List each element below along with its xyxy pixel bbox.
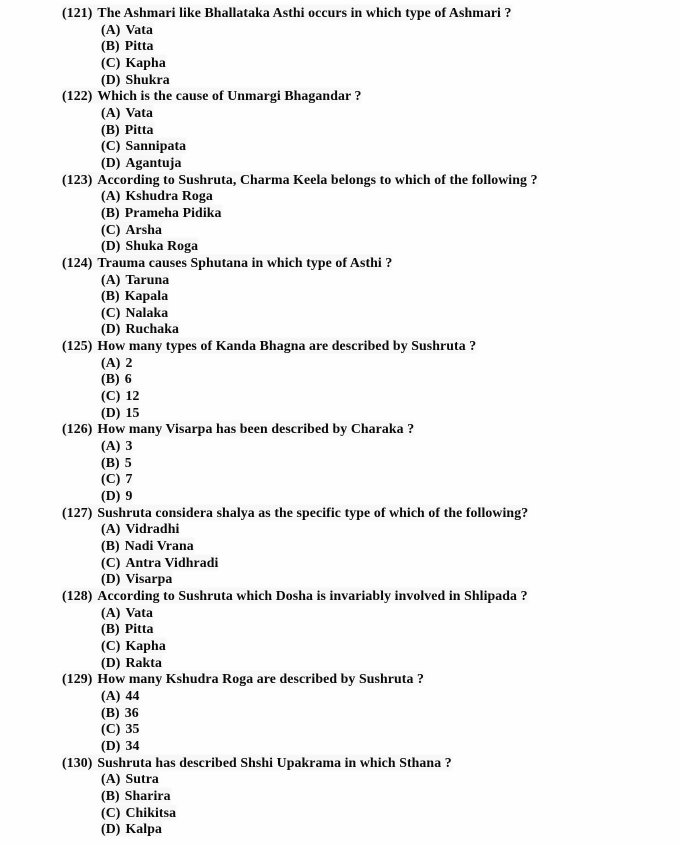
question-number: (125)	[62, 338, 93, 354]
option-label: (B)	[101, 621, 120, 637]
question-number: (121)	[62, 5, 93, 20]
option-line	[0, 355, 680, 372]
option-line	[0, 821, 680, 838]
option-line	[0, 621, 680, 638]
option-text: Sharira	[124, 787, 171, 803]
option-line	[0, 788, 680, 805]
option-text: 3	[125, 438, 133, 454]
question-number: (127)	[62, 504, 93, 520]
option-line	[0, 405, 680, 422]
option-label: (B)	[101, 538, 120, 553]
question-number: (129)	[62, 671, 93, 687]
question-block	[0, 338, 680, 421]
option-text: 9	[125, 488, 133, 504]
question-text: According to Sushruta, Charma Keela belongs to which of the following ?	[97, 171, 538, 187]
option-line	[0, 688, 680, 705]
question-text: The Ashmari like Bhallataka Asthi occurs in which type of Ashmari ?	[97, 5, 512, 20]
option-text: Kapala	[124, 288, 169, 304]
option-text: 35	[125, 721, 140, 737]
option-label: (C)	[101, 388, 121, 404]
option-line	[0, 188, 680, 205]
option-line	[0, 455, 680, 472]
option-line	[0, 805, 680, 822]
option-text: 15	[125, 404, 140, 420]
question-text: Sushruta considera shalya as the specific type of which of the following?	[97, 504, 529, 520]
option-line	[0, 488, 680, 505]
question-block	[0, 505, 680, 588]
option-text: 5	[124, 454, 132, 470]
option-text: Nalaka	[125, 304, 169, 320]
question-line	[0, 588, 680, 605]
option-text: Kapha	[125, 637, 166, 653]
option-text: Rakta	[125, 654, 162, 670]
option-line	[0, 388, 680, 405]
option-label: (B)	[101, 454, 120, 470]
option-text: Pitta	[124, 38, 154, 54]
option-text: Vata	[125, 104, 153, 120]
option-line	[0, 571, 680, 588]
question-block	[0, 755, 680, 838]
option-text: 36	[124, 704, 139, 720]
option-label: (D)	[101, 488, 121, 504]
question-block	[0, 255, 680, 338]
option-text: Vata	[125, 604, 153, 620]
question-line	[0, 755, 680, 772]
question-line	[0, 338, 680, 355]
question-text: Sushruta has described Shshi Upakrama in which Sthana ?	[97, 754, 452, 770]
question-line	[0, 255, 680, 272]
question-block	[0, 88, 680, 171]
option-label: (D)	[101, 571, 121, 587]
option-label: (D)	[101, 404, 121, 420]
option-line	[0, 705, 680, 722]
option-text: 44	[125, 687, 140, 703]
option-line	[0, 771, 680, 788]
option-line	[0, 155, 680, 172]
option-label: (D)	[101, 654, 121, 670]
option-text: Pitta	[124, 621, 154, 637]
question-line	[0, 671, 680, 688]
option-label: (C)	[101, 221, 121, 237]
option-text: Sannipata	[125, 138, 187, 154]
option-text: Arsha	[125, 221, 162, 237]
option-line	[0, 721, 680, 738]
option-label: (A)	[101, 104, 121, 120]
option-label: (A)	[101, 771, 121, 787]
question-number: (126)	[62, 421, 93, 437]
option-text: Visarpa	[125, 571, 173, 587]
option-label: (B)	[101, 704, 120, 720]
option-line	[0, 55, 680, 72]
question-line	[0, 88, 680, 105]
option-label: (C)	[101, 637, 121, 653]
question-number: (123)	[62, 171, 93, 187]
option-line	[0, 138, 680, 155]
option-label: (B)	[101, 288, 120, 304]
question-block	[0, 172, 680, 255]
option-line	[0, 738, 680, 755]
option-text: Vata	[125, 21, 153, 37]
question-block	[0, 588, 680, 671]
option-line	[0, 105, 680, 122]
question-number: (128)	[62, 587, 93, 603]
option-label: (D)	[101, 737, 121, 753]
option-line	[0, 321, 680, 338]
option-label: (C)	[101, 721, 121, 737]
option-line	[0, 471, 680, 488]
option-label: (D)	[101, 821, 121, 837]
option-text: Pitta	[124, 121, 154, 137]
option-line	[0, 22, 680, 39]
option-line	[0, 205, 680, 222]
option-label: (A)	[101, 687, 121, 703]
option-line	[0, 305, 680, 322]
option-text: Kalpa	[125, 821, 162, 837]
option-text: 34	[125, 737, 140, 753]
option-line	[0, 238, 680, 255]
option-text: Ruchaka	[125, 321, 180, 337]
question-line	[0, 505, 680, 522]
option-line	[0, 521, 680, 538]
option-text: 7	[125, 471, 133, 487]
option-label: (A)	[101, 188, 121, 204]
option-label: (D)	[101, 321, 121, 337]
question-number: (122)	[62, 88, 93, 104]
question-block	[0, 5, 680, 88]
question-text: How many Visarpa has been described by Charaka ?	[97, 421, 415, 437]
option-label: (C)	[101, 304, 121, 320]
option-line	[0, 605, 680, 622]
option-text: Kshudra Roga	[125, 188, 213, 204]
option-line	[0, 222, 680, 239]
option-line	[0, 555, 680, 572]
option-label: (B)	[101, 787, 120, 803]
option-label: (C)	[101, 471, 121, 487]
question-line	[0, 172, 680, 189]
question-text: How many types of Kanda Bhagna are described by Sushruta ?	[97, 338, 477, 354]
option-label: (A)	[101, 604, 121, 620]
option-line	[0, 288, 680, 305]
question-text: Which is the cause of Unmargi Bhagandar ?	[97, 88, 362, 104]
option-line	[0, 655, 680, 672]
option-text: Shuka Roga	[125, 238, 199, 254]
option-text: 6	[124, 371, 132, 387]
option-label: (D)	[101, 154, 121, 170]
option-line	[0, 438, 680, 455]
option-line	[0, 122, 680, 139]
question-block	[0, 671, 680, 754]
question-line	[0, 5, 680, 22]
option-label: (B)	[101, 204, 120, 220]
option-label: (A)	[101, 354, 121, 370]
question-text: According to Sushruta which Dosha is invariably involved in Shlipada ?	[97, 587, 528, 603]
option-text: Agantuja	[125, 154, 182, 170]
question-list	[0, 5, 680, 838]
option-text: 12	[125, 388, 140, 404]
option-line	[0, 72, 680, 89]
question-number: (124)	[62, 254, 93, 270]
question-line	[0, 421, 680, 438]
question-block	[0, 421, 680, 504]
question-number: (130)	[62, 754, 93, 770]
option-label: (A)	[101, 271, 121, 287]
option-label: (A)	[101, 521, 121, 537]
option-label: (C)	[101, 54, 121, 70]
option-text: Prameha Pidika	[124, 204, 222, 220]
option-label: (C)	[101, 554, 121, 570]
option-label: (A)	[101, 438, 121, 454]
option-label: (C)	[101, 138, 121, 154]
option-label: (B)	[101, 371, 120, 387]
option-line	[0, 538, 680, 555]
option-line	[0, 272, 680, 289]
option-text: Sutra	[125, 771, 159, 787]
question-text: How many Kshudra Roga are described by Sushruta ?	[97, 671, 425, 687]
option-line	[0, 371, 680, 388]
option-label: (D)	[101, 238, 121, 254]
option-text: Chikitsa	[125, 804, 177, 820]
option-text: Kapha	[125, 54, 166, 70]
option-line	[0, 638, 680, 655]
option-text: Vidradhi	[125, 521, 180, 537]
option-label: (B)	[101, 38, 120, 54]
option-line	[0, 38, 680, 55]
option-text: Nadi Vrana	[124, 538, 194, 553]
question-text: Trauma causes Sphutana in which type of Asthi ?	[97, 254, 393, 270]
option-text: Shukra	[125, 71, 170, 87]
option-label: (D)	[101, 71, 121, 87]
option-label: (B)	[101, 121, 120, 137]
option-text: Antra Vidhradi	[125, 554, 219, 570]
option-text: Taruna	[125, 271, 170, 287]
option-text: 2	[125, 354, 133, 370]
option-label: (A)	[101, 21, 121, 37]
option-label: (C)	[101, 804, 121, 820]
